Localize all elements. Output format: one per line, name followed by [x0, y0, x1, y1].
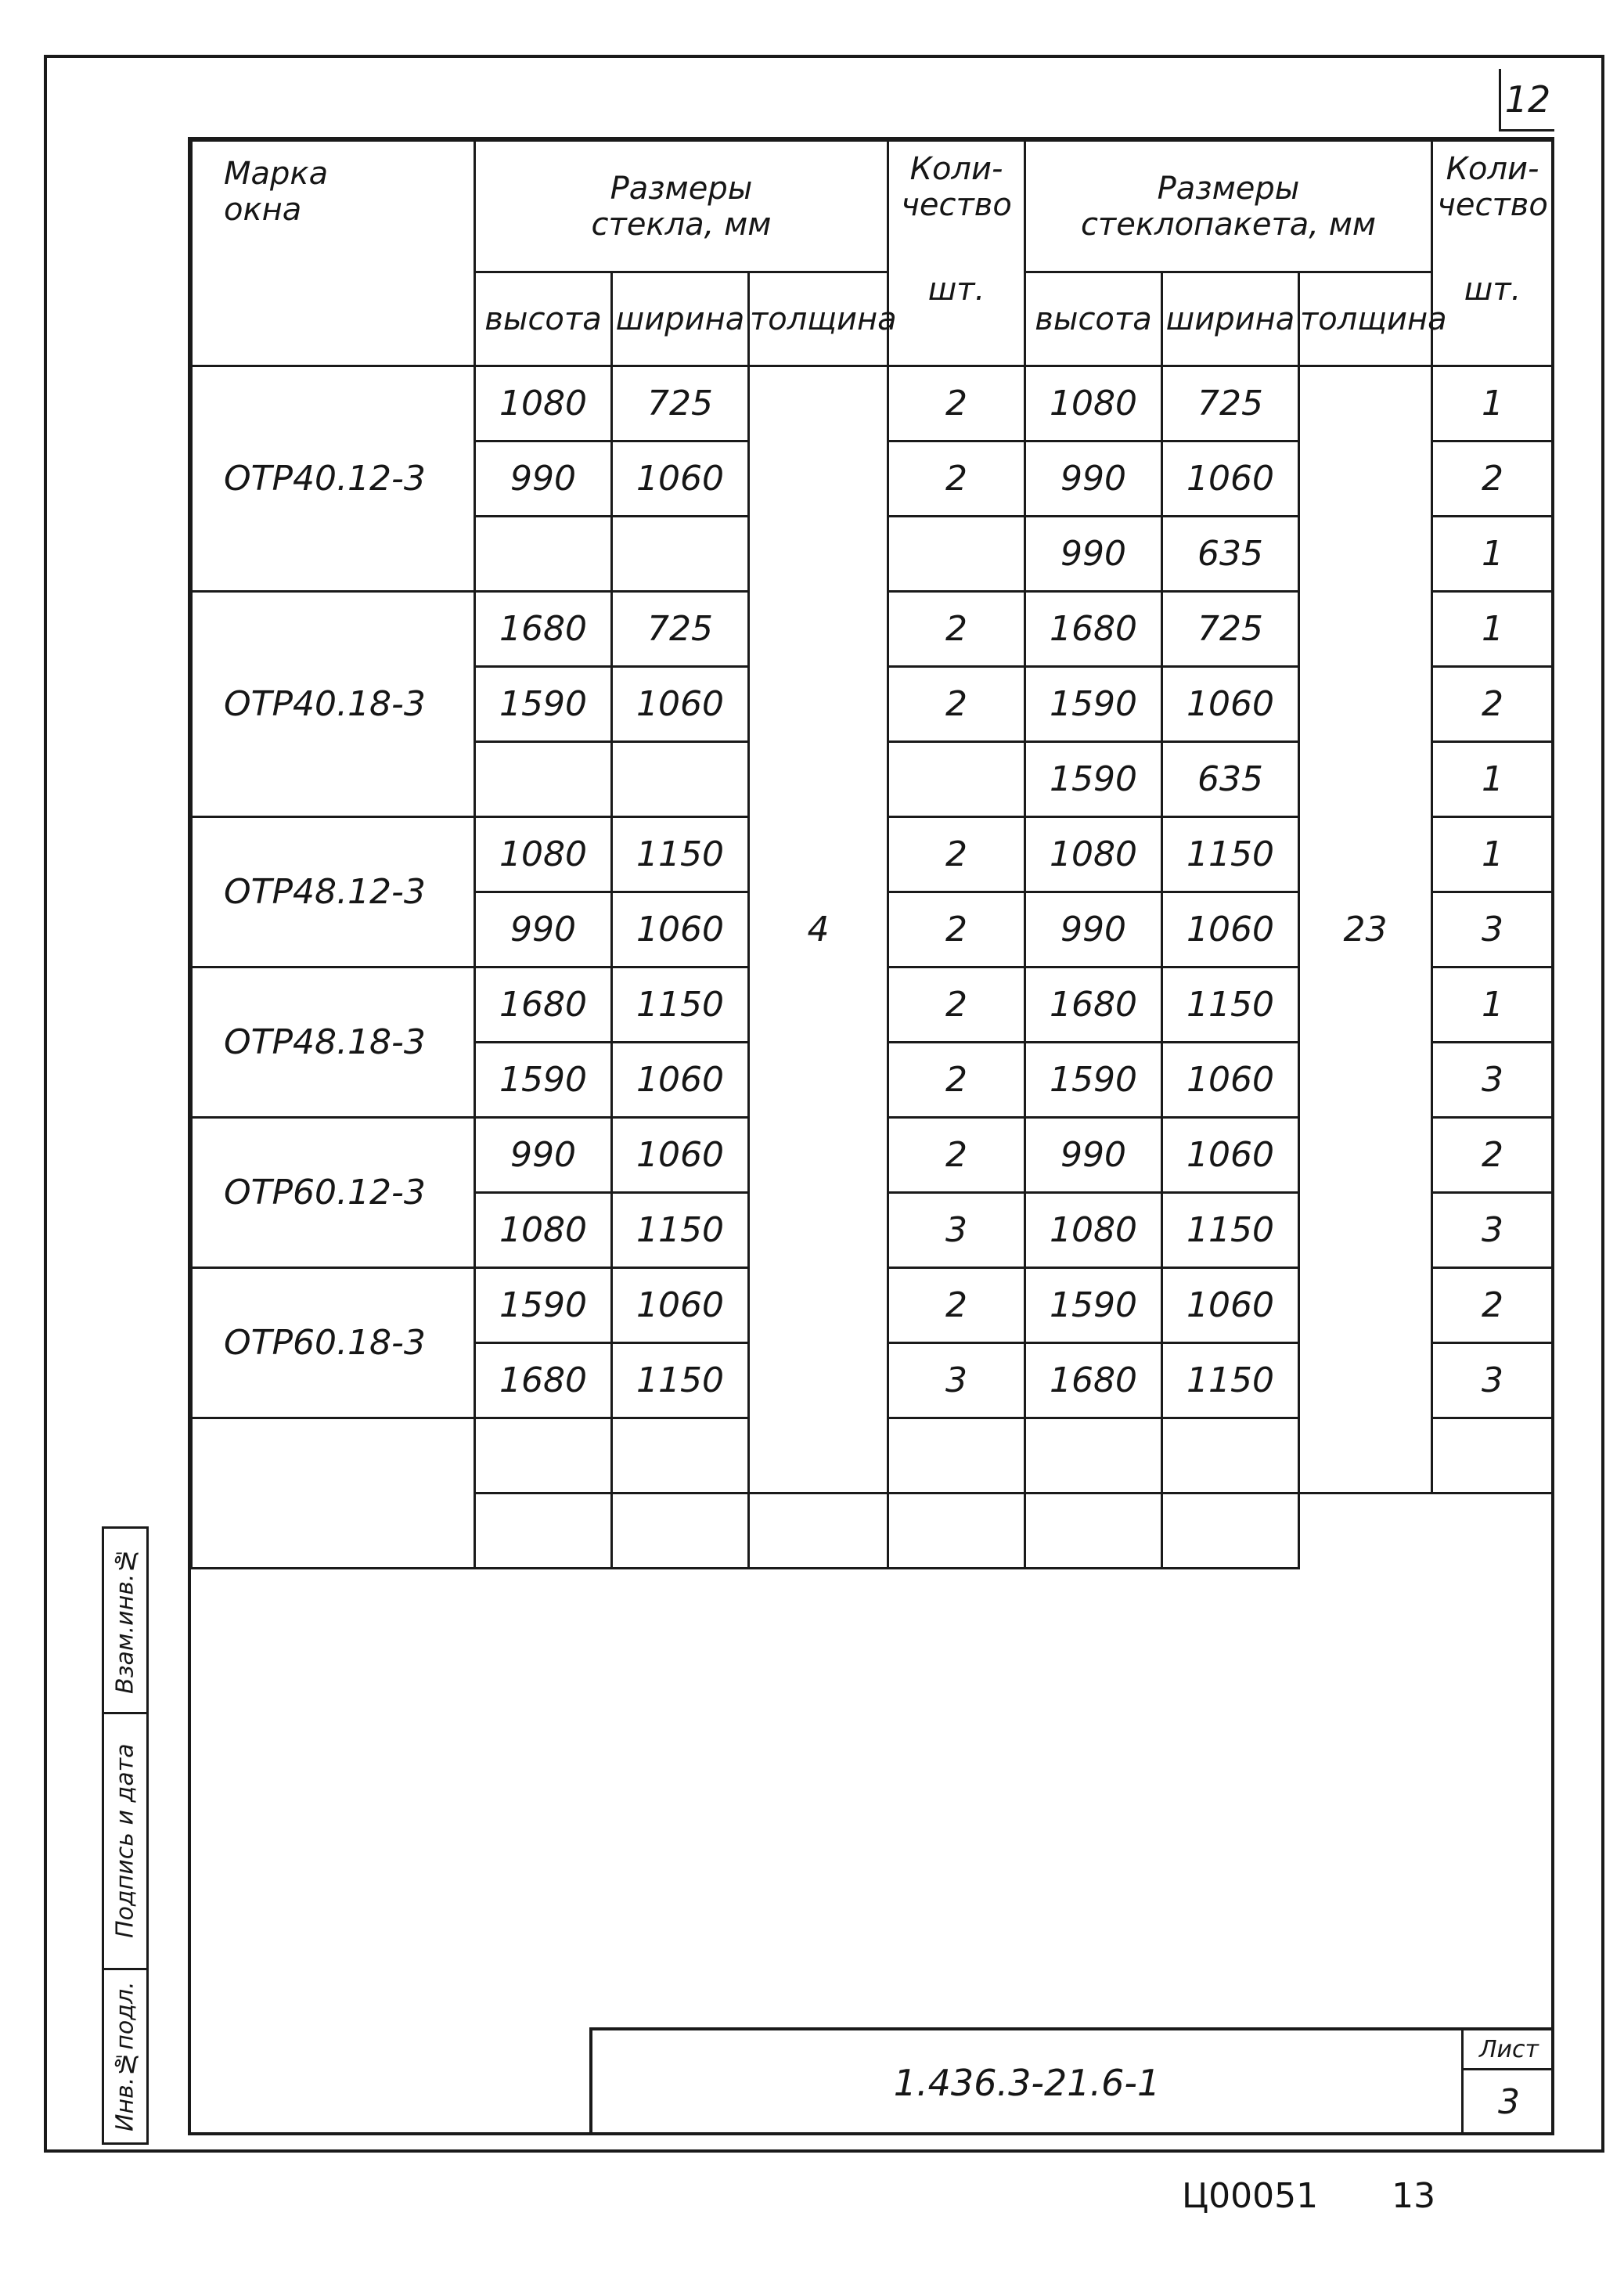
- unit-width: 1060: [1162, 892, 1299, 967]
- empty-cell: [888, 1494, 1025, 1569]
- archive-code: Ц00051: [1182, 2176, 1319, 2216]
- glass-width: 1150: [612, 967, 749, 1043]
- glass-width: 1060: [612, 667, 749, 742]
- unit-width: 1060: [1162, 1268, 1299, 1343]
- empty-cell: [612, 1494, 749, 1569]
- window-mark: ОТР40.18-3: [192, 592, 475, 817]
- unit-height: 1080: [1025, 817, 1162, 892]
- title-block: [589, 2027, 1554, 2135]
- header-glass-height: высота: [475, 272, 612, 366]
- unit-qty: 1: [1432, 967, 1554, 1043]
- glass-width: 1060: [612, 441, 749, 517]
- unit-width: 1060: [1162, 667, 1299, 742]
- glass-height: 990: [475, 892, 612, 967]
- empty-cell: [1432, 1418, 1554, 1494]
- unit-width: 1150: [1162, 817, 1299, 892]
- unit-qty: 3: [1432, 1343, 1554, 1418]
- unit-height: 1590: [1025, 1043, 1162, 1118]
- glass-qty: 2: [888, 1118, 1025, 1193]
- header-unit-height: высота: [1025, 272, 1162, 366]
- glass-width: 1150: [612, 817, 749, 892]
- glass-qty: 3: [888, 1193, 1025, 1268]
- unit-width: 635: [1162, 517, 1299, 592]
- header-mark: Марка окна: [192, 141, 475, 366]
- unit-width: 1150: [1162, 967, 1299, 1043]
- glass-size-table: [190, 139, 1554, 1569]
- glass-qty: 2: [888, 667, 1025, 742]
- unit-height: 1680: [1025, 1343, 1162, 1418]
- window-mark: ОТР48.18-3: [192, 967, 475, 1118]
- unit-qty: 2: [1432, 667, 1554, 742]
- glass-qty: 2: [888, 366, 1025, 441]
- document-number: 1.436.3-21.6-1: [893, 2062, 1161, 2104]
- glass-qty: [888, 742, 1025, 817]
- glass-height: 990: [475, 1118, 612, 1193]
- unit-height: 1080: [1025, 366, 1162, 441]
- unit-width: 1060: [1162, 1043, 1299, 1118]
- sheet-box: [1461, 2030, 1554, 2135]
- unit-width: 1150: [1162, 1193, 1299, 1268]
- unit-qty: 1: [1432, 366, 1554, 441]
- unit-height: 1680: [1025, 967, 1162, 1043]
- glass-width: 1060: [612, 1268, 749, 1343]
- glass-height: [475, 517, 612, 592]
- glass-qty: 3: [888, 1343, 1025, 1418]
- glass-height: 1680: [475, 592, 612, 667]
- glass-height: 1590: [475, 1268, 612, 1343]
- unit-height: 1080: [1025, 1193, 1162, 1268]
- unit-height: 990: [1025, 892, 1162, 967]
- glass-height: 1680: [475, 967, 612, 1043]
- unit-width: 725: [1162, 366, 1299, 441]
- glass-qty: 2: [888, 441, 1025, 517]
- sheet-label: Лист: [1464, 2030, 1554, 2070]
- unit-width: 635: [1162, 742, 1299, 817]
- empty-cell: [888, 1418, 1025, 1494]
- empty-cell: [1162, 1494, 1299, 1569]
- glass-height: 1680: [475, 1343, 612, 1418]
- glass-qty: 2: [888, 592, 1025, 667]
- empty-cell: [475, 1418, 612, 1494]
- glass-width: 1060: [612, 1043, 749, 1118]
- glass-height: 1590: [475, 1043, 612, 1118]
- glass-qty: 2: [888, 817, 1025, 892]
- header-qty: Коли- чество шт.: [888, 141, 1025, 366]
- header-unit-width: ширина: [1162, 272, 1299, 366]
- empty-cell: [612, 1418, 749, 1494]
- unit-qty: 1: [1432, 592, 1554, 667]
- unit-height: 1680: [1025, 592, 1162, 667]
- glass-width: 725: [612, 592, 749, 667]
- glass-height: 1080: [475, 817, 612, 892]
- header-unit-sizes: Размеры стеклопакета, мм: [1025, 141, 1432, 272]
- glass-width: 1060: [612, 892, 749, 967]
- unit-qty: 3: [1432, 892, 1554, 967]
- unit-qty: 2: [1432, 1268, 1554, 1343]
- glass-qty: [888, 517, 1025, 592]
- side-label-signature: Подпись и дата: [111, 1743, 139, 1939]
- window-mark: ОТР48.12-3: [192, 817, 475, 967]
- glass-qty: 2: [888, 1043, 1025, 1118]
- unit-qty: 3: [1432, 1043, 1554, 1118]
- glass-height: 1590: [475, 667, 612, 742]
- glass-height: 990: [475, 441, 612, 517]
- header-glass-width: ширина: [612, 272, 749, 366]
- unit-qty: 1: [1432, 742, 1554, 817]
- unit-height: 1590: [1025, 667, 1162, 742]
- unit-qty: 1: [1432, 817, 1554, 892]
- sheet-number: 3: [1498, 2081, 1520, 2122]
- unit-qty: 2: [1432, 1118, 1554, 1193]
- unit-width: 1060: [1162, 1118, 1299, 1193]
- empty-cell: [1025, 1418, 1162, 1494]
- side-label-replacement: Взам.инв.№: [111, 1546, 139, 1695]
- unit-thickness: 23: [1299, 366, 1432, 1494]
- unit-qty: 2: [1432, 441, 1554, 517]
- unit-width: 1060: [1162, 441, 1299, 517]
- unit-width: 725: [1162, 592, 1299, 667]
- side-label-inventory: Инв.№подл.: [111, 1981, 139, 2131]
- side-stamp: [102, 1526, 192, 2145]
- archive-page: 13: [1392, 2176, 1436, 2216]
- header-glass-sizes: Размеры стекла, мм: [475, 141, 888, 272]
- unit-height: 1590: [1025, 742, 1162, 817]
- unit-height: 1590: [1025, 1268, 1162, 1343]
- unit-qty: 3: [1432, 1193, 1554, 1268]
- glass-width: [612, 742, 749, 817]
- glass-width: 1150: [612, 1193, 749, 1268]
- unit-qty: 1: [1432, 517, 1554, 592]
- footer: [1182, 2176, 1498, 2216]
- glass-height: 1080: [475, 1193, 612, 1268]
- empty-mark-cell: [192, 1418, 475, 1569]
- page-number: 12: [1499, 69, 1554, 132]
- window-mark: ОТР60.18-3: [192, 1268, 475, 1418]
- glass-width: 1150: [612, 1343, 749, 1418]
- empty-cell: [1025, 1494, 1162, 1569]
- glass-qty: 2: [888, 892, 1025, 967]
- unit-height: 990: [1025, 441, 1162, 517]
- glass-width: [612, 517, 749, 592]
- unit-height: 990: [1025, 1118, 1162, 1193]
- glass-height: 1080: [475, 366, 612, 441]
- glass-thickness: 4: [749, 366, 888, 1494]
- unit-height: 990: [1025, 517, 1162, 592]
- glass-qty: 2: [888, 1268, 1025, 1343]
- glass-qty: 2: [888, 967, 1025, 1043]
- header-qty-units: Коли- чество шт.: [1432, 141, 1554, 366]
- window-mark: ОТР60.12-3: [192, 1118, 475, 1268]
- window-mark: ОТР40.12-3: [192, 366, 475, 592]
- glass-width: 1060: [612, 1118, 749, 1193]
- empty-cell: [475, 1494, 612, 1569]
- empty-cell: [1162, 1418, 1299, 1494]
- header-unit-thickness: толщина: [1299, 272, 1432, 366]
- header-glass-thickness: толщина: [749, 272, 888, 366]
- unit-width: 1150: [1162, 1343, 1299, 1418]
- empty-cell: [749, 1494, 888, 1569]
- glass-height: [475, 742, 612, 817]
- glass-width: 725: [612, 366, 749, 441]
